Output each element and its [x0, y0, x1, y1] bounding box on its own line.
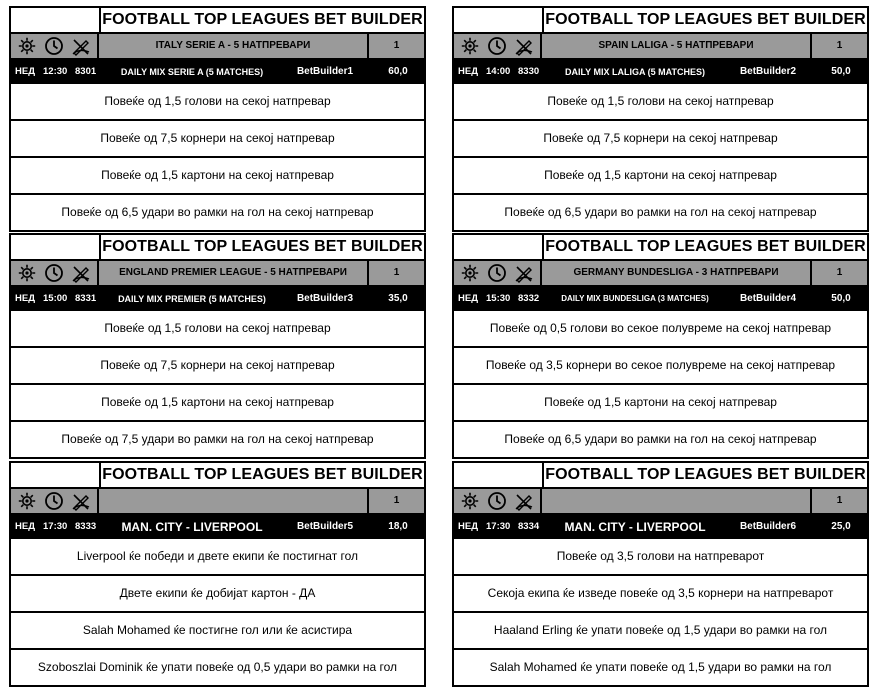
selection-item[interactable]: Повеќе од 6,5 удари во рамки на гол на секој натпревар [454, 420, 867, 457]
odds-value[interactable]: 35,0 [388, 293, 408, 304]
clock-icon[interactable] [487, 263, 507, 283]
bet-builder-name: BetBuilder4 [739, 293, 797, 304]
bet-builder-card [452, 233, 869, 459]
card-title: FOOTBALL TOP LEAGUES BET BUILDER [102, 238, 423, 255]
selection-item[interactable]: Повеќе од 1,5 картони на секој натпревар [11, 156, 424, 193]
event-code: 8333 [75, 521, 97, 532]
icon-group [11, 34, 99, 58]
selection-item[interactable]: Haaland Erling ќе упати повеќе од 1,5 удари во рамки на гол [454, 611, 867, 648]
selection-item[interactable]: Повеќе од 3,5 голови на натпреварот [556, 549, 765, 563]
bet-builder-name: BetBuilder5 [296, 521, 354, 532]
selection-item[interactable]: Повеќе од 1,5 голови на секој натпревар [547, 94, 774, 108]
event-day: НЕД [15, 521, 35, 532]
bet-builder-card [9, 233, 426, 459]
selection-item[interactable]: Salah Mohamed ќе упати повеќе од 1,5 удари во рамки на гол [454, 648, 867, 685]
event-time: 15:00 [43, 293, 68, 304]
selections-list [454, 84, 867, 230]
event-day: НЕД [15, 293, 35, 304]
selection-item[interactable]: Двете екипи ќе добијат картон - ДА [11, 574, 424, 611]
odds-value[interactable]: 25,0 [831, 521, 851, 532]
bet-builder-name: BetBuilder6 [739, 521, 797, 532]
bet-builder-card [452, 6, 869, 232]
league-name [99, 489, 369, 513]
league-row [11, 34, 424, 60]
bet-builder-name: BetBuilder3 [296, 293, 354, 304]
league-name: ITALY SERIE A - 5 НАТПРЕВАРИ [99, 34, 369, 58]
selection-item[interactable]: Повеќе од 6,5 удари во рамки на гол на секој натпревар [11, 193, 424, 230]
icon-group [454, 261, 542, 285]
league-row [11, 261, 424, 287]
match-count: 1 [836, 495, 843, 506]
league-name: GERMANY BUNDESLIGA - 3 НАТПРЕВАРИ [542, 261, 812, 285]
selection-item[interactable]: Повеќе од 3,5 корнери во секое полувреме на секој натпревар [454, 346, 867, 383]
header-blank-cell [11, 8, 101, 32]
selection-item[interactable]: Повеќе од 1,5 картони на секој натпревар [454, 156, 867, 193]
event-name: DAILY MIX PREMIER (5 MATCHES) [118, 294, 266, 304]
match-count: 1 [393, 267, 400, 278]
clock-icon[interactable] [44, 263, 64, 283]
selections-list [454, 311, 867, 457]
header-blank-cell [454, 8, 544, 32]
event-info-row [11, 60, 424, 84]
gear-icon[interactable] [460, 491, 480, 511]
gear-icon[interactable] [17, 263, 37, 283]
selections-list [11, 539, 424, 685]
card-title: FOOTBALL TOP LEAGUES BET BUILDER [545, 238, 866, 255]
card-title: FOOTBALL TOP LEAGUES BET BUILDER [102, 466, 423, 483]
selection-item[interactable]: Повеќе од 1,5 картони на секој натпревар [11, 383, 424, 420]
card-title: FOOTBALL TOP LEAGUES BET BUILDER [545, 11, 866, 28]
selection-item[interactable]: Повеќе од 7,5 корнери на секој натпревар [11, 346, 424, 383]
event-name: MAN. CITY - LIVERPOOL [121, 520, 263, 534]
selection-item[interactable]: Повеќе од 7,5 корнери на секој натпревар [11, 119, 424, 156]
event-day: НЕД [458, 293, 478, 304]
event-info-row [11, 287, 424, 311]
selection-item[interactable]: Повеќе од 0,5 голови во секое полувреме на секој натпревар [489, 321, 832, 335]
selections-list [11, 311, 424, 457]
event-code: 8301 [75, 66, 97, 77]
gear-icon[interactable] [460, 36, 480, 56]
header-blank-cell [11, 463, 101, 487]
selection-item[interactable]: Повеќе од 7,5 корнери на секој натпревар [454, 119, 867, 156]
event-time: 17:30 [43, 521, 68, 532]
gear-icon[interactable] [17, 491, 37, 511]
no-edit-icon[interactable] [71, 491, 91, 511]
event-day: НЕД [458, 521, 478, 532]
event-info-row [454, 287, 867, 311]
event-time: 17:30 [486, 521, 511, 532]
card-header [454, 463, 867, 489]
card-title: FOOTBALL TOP LEAGUES BET BUILDER [545, 466, 866, 483]
selection-item[interactable]: Повеќе од 1,5 картони на секој натпревар [454, 383, 867, 420]
event-info-row [11, 515, 424, 539]
no-edit-icon[interactable] [514, 36, 534, 56]
card-header [454, 8, 867, 34]
card-header [11, 463, 424, 489]
event-code: 8331 [75, 293, 97, 304]
event-day: НЕД [458, 66, 478, 77]
event-name: MAN. CITY - LIVERPOOL [564, 520, 706, 534]
selections-list [454, 539, 867, 685]
odds-value[interactable]: 50,0 [831, 66, 851, 77]
match-count: 1 [836, 267, 843, 278]
league-row [454, 34, 867, 60]
card-header [11, 8, 424, 34]
icon-group [454, 34, 542, 58]
no-edit-icon[interactable] [514, 491, 534, 511]
clock-icon[interactable] [487, 491, 507, 511]
selection-item[interactable]: Szoboszlai Dominik ќе упати повеќе од 0,5 удари во рамки на гол [11, 648, 424, 685]
no-edit-icon[interactable] [71, 263, 91, 283]
card-title: FOOTBALL TOP LEAGUES BET BUILDER [102, 11, 423, 28]
match-count: 1 [393, 495, 400, 506]
header-blank-cell [454, 235, 544, 259]
selection-item[interactable]: Salah Mohamed ќе постигне гол или ќе асистира [11, 611, 424, 648]
event-day: НЕД [15, 66, 35, 77]
event-time: 14:00 [486, 66, 511, 77]
card-header [11, 235, 424, 261]
bet-builder-name: BetBuilder2 [739, 66, 797, 77]
card-header [454, 235, 867, 261]
clock-icon[interactable] [487, 36, 507, 56]
league-name: ENGLAND PREMIER LEAGUE - 5 НАТПРЕВАРИ [99, 261, 369, 285]
no-edit-icon[interactable] [514, 263, 534, 283]
header-blank-cell [11, 235, 101, 259]
league-row [11, 489, 424, 515]
odds-value[interactable]: 50,0 [831, 293, 851, 304]
clock-icon[interactable] [44, 491, 64, 511]
selection-item[interactable]: Повеќе од 1,5 голови на секој натпревар [104, 94, 331, 108]
event-name: DAILY MIX LALIGA (5 MATCHES) [564, 67, 705, 77]
bet-builder-card [452, 461, 869, 687]
league-name [542, 489, 812, 513]
selection-item[interactable]: Liverpool ќе победи и двете екипи ќе постигнат гол [76, 549, 359, 563]
event-name: DAILY MIX BUNDESLIGA (3 MATCHES) [561, 294, 709, 303]
odds-value[interactable]: 18,0 [388, 521, 408, 532]
icon-group [454, 489, 542, 513]
bet-builder-card [9, 6, 426, 232]
event-time: 12:30 [43, 66, 68, 77]
league-row [454, 489, 867, 515]
icon-group [11, 489, 99, 513]
event-name: DAILY MIX SERIE A (5 MATCHES) [120, 67, 264, 77]
selections-list [11, 84, 424, 230]
bet-builder-card [9, 461, 426, 687]
selection-item[interactable]: Повеќе од 1,5 голови на секој натпревар [104, 321, 331, 335]
league-name: SPAIN LALIGA - 5 НАТПРЕВАРИ [542, 34, 812, 58]
clock-icon[interactable] [44, 36, 64, 56]
bet-builder-name: BetBuilder1 [296, 66, 354, 77]
event-info-row [454, 515, 867, 539]
event-code: 8330 [518, 66, 540, 77]
selection-item[interactable]: Секоја екипа ќе изведе повеќе од 3,5 корнери на натпреварот [454, 574, 867, 611]
league-row [454, 261, 867, 287]
gear-icon[interactable] [460, 263, 480, 283]
no-edit-icon[interactable] [71, 36, 91, 56]
header-blank-cell [454, 463, 544, 487]
selection-item[interactable]: Повеќе од 7,5 удари во рамки на гол на секој натпревар [11, 420, 424, 457]
gear-icon[interactable] [17, 36, 37, 56]
selection-item[interactable]: Повеќе од 6,5 удари во рамки на гол на секој натпревар [454, 193, 867, 230]
event-code: 8332 [518, 293, 540, 304]
match-count: 1 [836, 40, 843, 51]
icon-group [11, 261, 99, 285]
odds-value[interactable]: 60,0 [388, 66, 408, 77]
match-count: 1 [393, 40, 400, 51]
event-info-row [454, 60, 867, 84]
event-code: 8334 [518, 521, 540, 532]
event-time: 15:30 [486, 293, 511, 304]
